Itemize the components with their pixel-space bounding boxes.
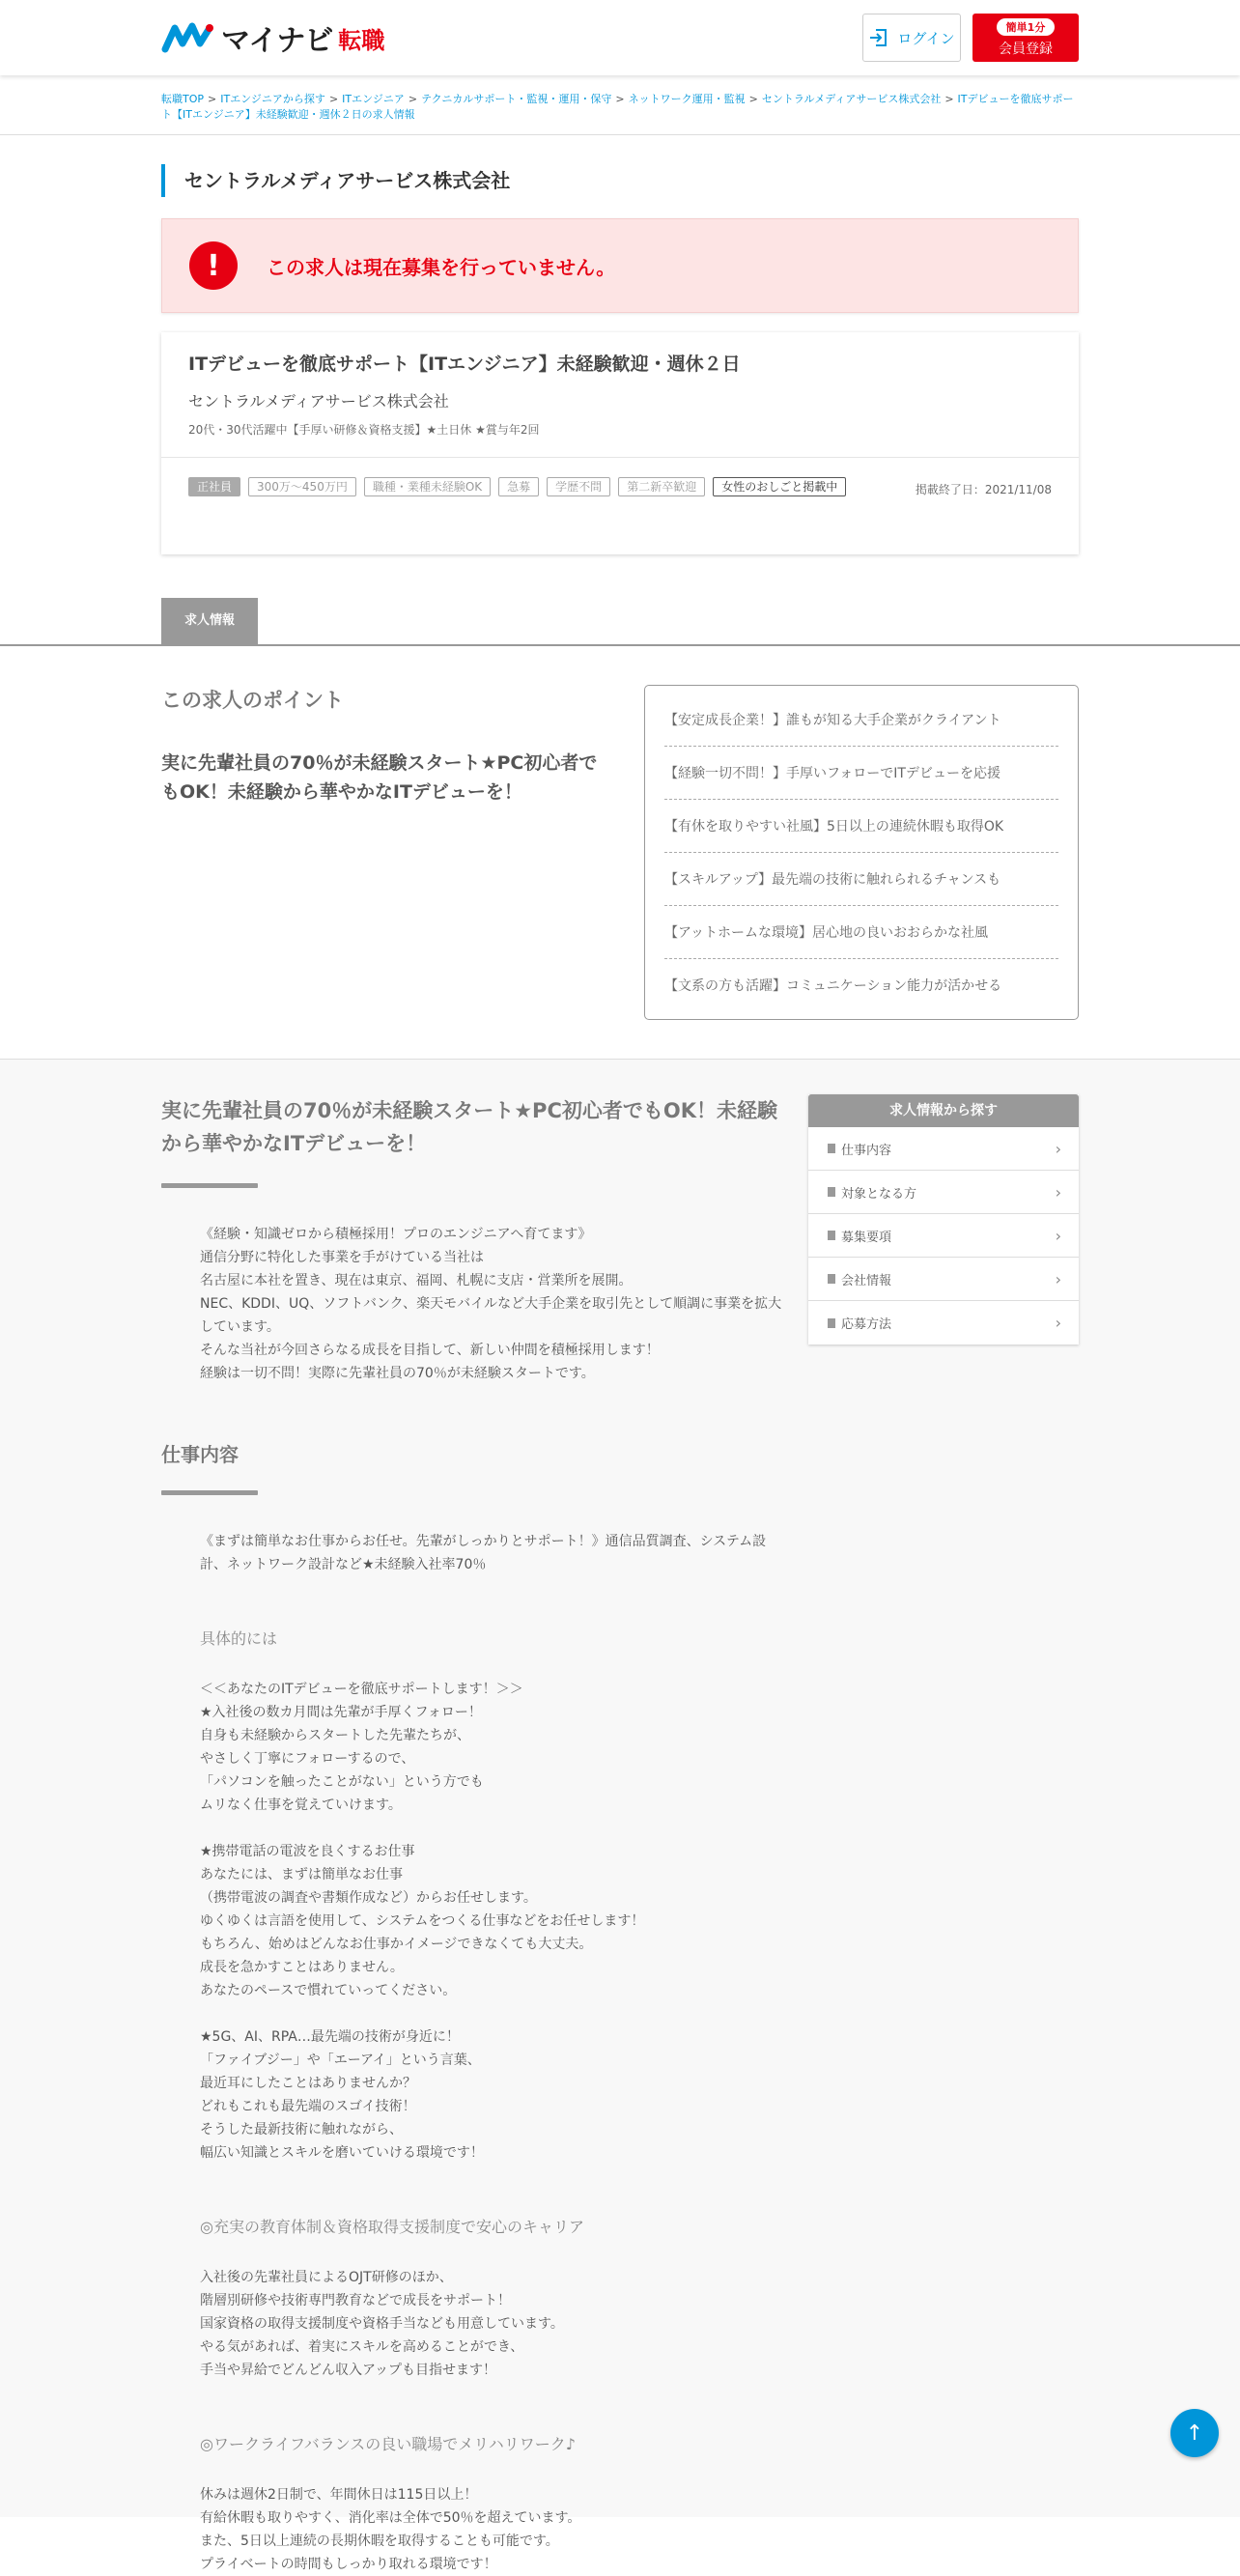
tag-employment-type: 正社員 bbox=[188, 477, 240, 496]
breadcrumb-separator: > bbox=[748, 93, 758, 105]
breadcrumb-item[interactable]: 転職TOP bbox=[161, 93, 205, 105]
tab-job-info[interactable]: 求人情報 bbox=[161, 598, 258, 644]
points-section bbox=[161, 646, 1079, 1059]
breadcrumb-separator: > bbox=[328, 93, 339, 105]
concretely-heading: 具体的には bbox=[200, 1629, 278, 1648]
detail-section bbox=[0, 1059, 1240, 2572]
mynavi-logo[interactable] bbox=[161, 16, 384, 59]
side-nav-item-apply[interactable] bbox=[808, 1301, 1079, 1345]
logo-sub-text: 転職 bbox=[338, 26, 385, 54]
register-label: 会員登録 bbox=[999, 41, 1053, 57]
points-heading: この求人のポイント bbox=[161, 689, 344, 712]
tag-women-jobs[interactable]: 女性のおしごと掲載中 bbox=[713, 477, 846, 496]
login-icon bbox=[868, 27, 889, 48]
concretely-text: ＜＜あなたのITデビューを徹底サポートします！＞＞ ★入社後の数カ月間は先輩が手厚くフォロー！ 自身も未経験からスタートした先輩たちが、 やさしく丁寧にフォローするので、 「パソコンを触ったことがない」という方でも ムリなく仕事を覚えていけます。 ★携帯電話の電波を良くするお仕事 あなたには、まずは簡単なお仕事 （携帯電波の調査や書類作成など）からお任せします。 ゆくゆくは言語を使用して、システムをつくる仕事などをお任せします！ もちろん、始めはどんなお仕事かイメージできなくても大丈夫。 成長を急かすことはありません。 あなたのペースで慣れていってください。 ★5G、AI、RPA…最先端の技術が身近に！ 「ファイブジー」や「エーアイ」という言葉、 最近耳にしたことはありませんか？ どれもこれも最先端のスゴイ技術！ そうした最新技術に触れながら、 幅広い知識とスキルを磨いていける環境です！ bbox=[200, 1682, 645, 2161]
tag-inexperienced-ok: 職種・業種未経験OK bbox=[364, 477, 491, 496]
alert-text: この求人は現在募集を行っていません。 bbox=[267, 255, 616, 279]
side-nav-label: 仕事内容 bbox=[841, 1143, 892, 1158]
side-nav-heading: 求人情報から探す bbox=[808, 1094, 1079, 1127]
side-nav-label: 会社情報 bbox=[841, 1273, 892, 1288]
breadcrumb bbox=[161, 75, 1079, 134]
side-nav-item-job-description[interactable] bbox=[808, 1127, 1079, 1171]
tag-second-graduate: 第二新卒歓迎 bbox=[618, 477, 705, 496]
chevron-right-icon: › bbox=[1055, 1226, 1061, 1245]
side-nav-label: 対象となる方 bbox=[841, 1186, 917, 1202]
breadcrumb-separator: > bbox=[408, 93, 418, 105]
breadcrumb-item[interactable]: ネットワーク運用・監視 bbox=[628, 93, 746, 105]
points-item: 【アットホームな環境】居心地の良いおおらかな社風 bbox=[664, 906, 1058, 959]
points-item: 【有休を取りやすい社風】5日以上の連続休暇も取得OK bbox=[664, 800, 1058, 853]
side-nav-item-company[interactable] bbox=[808, 1258, 1079, 1301]
chevron-right-icon: › bbox=[1055, 1139, 1061, 1158]
work-heading: 仕事内容 bbox=[161, 1443, 239, 1466]
chevron-right-icon: › bbox=[1055, 1314, 1061, 1332]
tag-education-not-required: 学歴不問 bbox=[547, 477, 610, 496]
breadcrumb-item[interactable]: ITエンジニア bbox=[342, 93, 405, 105]
job-company: セントラルメディアサービス株式会社 bbox=[188, 392, 449, 410]
breadcrumb-item[interactable]: セントラルメディアサービス株式会社 bbox=[761, 93, 942, 105]
document-icon bbox=[828, 1187, 835, 1197]
side-nav bbox=[808, 1094, 1079, 1345]
alert-icon: ! bbox=[189, 241, 238, 290]
document-icon bbox=[828, 1274, 835, 1284]
job-card bbox=[161, 332, 1079, 554]
wlb-text: 休みは週休2日制で、年間休日は115日以上！ 有給休暇も取りやすく、消化率は全体で50％を超えています。 また、5日以上連続の長期休暇を取得することも可能です。 プライベートの時間もしっかり取れる環境です！ bbox=[200, 2487, 581, 2572]
document-icon bbox=[828, 1144, 835, 1153]
career-text: 入社後の先輩社員によるOJT研修のほか、 階層別研修や技術専門教育などで成長をサポート！ 国家資格の取得支援制度や資格手当なども用意しています。 やる気があれば、着実にスキルを高めることができ、 手当や昇給でどんどん収入アップも目指せます！ bbox=[200, 2270, 564, 2378]
job-subtitle: 20代・30代活躍中【手厚い研修＆資格支援】★土日休 ★賞与年2回 bbox=[188, 423, 540, 437]
breadcrumb-separator: > bbox=[944, 93, 954, 105]
points-item: 【スキルアップ】最先端の技術に触れられるチャンスも bbox=[664, 853, 1058, 906]
tab-bar bbox=[0, 598, 1240, 646]
points-item: 【文系の方も活躍】コミュニケーション能力が活かせる bbox=[664, 978, 1002, 994]
side-nav-item-target[interactable] bbox=[808, 1171, 1079, 1214]
login-label: ログイン bbox=[897, 29, 955, 47]
breadcrumb-item-current[interactable]: ITデビューを徹底サポート【ITエンジニア】未経験歓迎・週休２日の求人情報 bbox=[161, 93, 1074, 121]
points-item: 【安定成長企業！】誰もが知る大手企業がクライアント bbox=[664, 694, 1058, 747]
company-title: セントラルメディアサービス株式会社 bbox=[161, 164, 1079, 197]
logo-text: マイナビ bbox=[221, 24, 333, 58]
chevron-right-icon: › bbox=[1055, 1182, 1061, 1202]
points-item: 【経験一切不問！】手厚いフォローでITデビューを応援 bbox=[664, 747, 1058, 800]
career-heading: ◎充実の教育体制＆資格取得支援制度で安心のキャリア bbox=[200, 2218, 584, 2236]
breadcrumb-item[interactable]: ITエンジニアから探す bbox=[220, 93, 325, 105]
logo-mark-icon bbox=[161, 20, 215, 55]
document-icon bbox=[828, 1231, 835, 1240]
site-header bbox=[0, 0, 1240, 75]
arrow-up-icon: ↑ bbox=[1185, 2420, 1204, 2446]
intro-text: 《経験・知識ゼロから積極採用！プロのエンジニアへ育てます》 通信分野に特化した事業を手がけている当社は 名古屋に本社を置き、現在は東京、福岡、札幌に支店・営業所を展開。 NEC、KDDI、UQ、ソフトバンク、楽天モバイルなど大手企業を取引先として順調に事業を拡大しています。 そんな当社が今回さらなる成長を目指して、新しい仲間を積極採用します！ 経験は一切不問！実際に先輩社員の70％が未経験スタートです。 bbox=[200, 1227, 782, 1381]
points-list bbox=[644, 685, 1079, 1020]
job-tags bbox=[188, 477, 864, 496]
job-title: ITデビューを徹底サポート【ITエンジニア】未経験歓迎・週休２日 bbox=[188, 354, 741, 375]
breadcrumb-item[interactable]: テクニカルサポート・監視・運用・保守 bbox=[421, 93, 612, 105]
breadcrumb-separator: > bbox=[615, 93, 625, 105]
breadcrumb-separator: > bbox=[208, 93, 217, 105]
work-summary: 《まずは簡単なお仕事からお任せ。先輩がしっかりとサポート！》通信品質調査、システム設計、ネットワーク設計など★未経験入社率70％ bbox=[200, 1534, 767, 1572]
side-nav-label: 募集要項 bbox=[841, 1230, 892, 1245]
points-catch: 実に先輩社員の70％が未経験スタート★PC初心者でもOK！未経験から華やかなITデビューを！ bbox=[161, 752, 598, 803]
document-icon bbox=[828, 1318, 835, 1328]
register-button[interactable] bbox=[972, 14, 1079, 62]
tag-urgent: 急募 bbox=[498, 477, 539, 496]
detail-catch: 実に先輩社員の70％が未経験スタート★PC初心者でもOK！未経験から華やかなITデビューを！ bbox=[161, 1099, 777, 1155]
closed-alert bbox=[161, 218, 1079, 313]
side-nav-label: 応募方法 bbox=[841, 1317, 892, 1332]
tag-salary: 300万～450万円 bbox=[248, 477, 356, 496]
side-nav-item-requirements[interactable] bbox=[808, 1214, 1079, 1258]
scroll-top-button[interactable] bbox=[1170, 2409, 1219, 2457]
chevron-right-icon: › bbox=[1055, 1269, 1061, 1288]
login-button[interactable] bbox=[862, 14, 961, 62]
register-badge: 簡単1分 bbox=[997, 18, 1056, 36]
breadcrumb-bar bbox=[0, 75, 1240, 135]
wlb-heading: ◎ワークライフバランスの良い職場でメリハリワーク♪ bbox=[200, 2435, 576, 2453]
posting-end-date: 掲載終了日：2021/11/08 bbox=[915, 483, 1052, 496]
